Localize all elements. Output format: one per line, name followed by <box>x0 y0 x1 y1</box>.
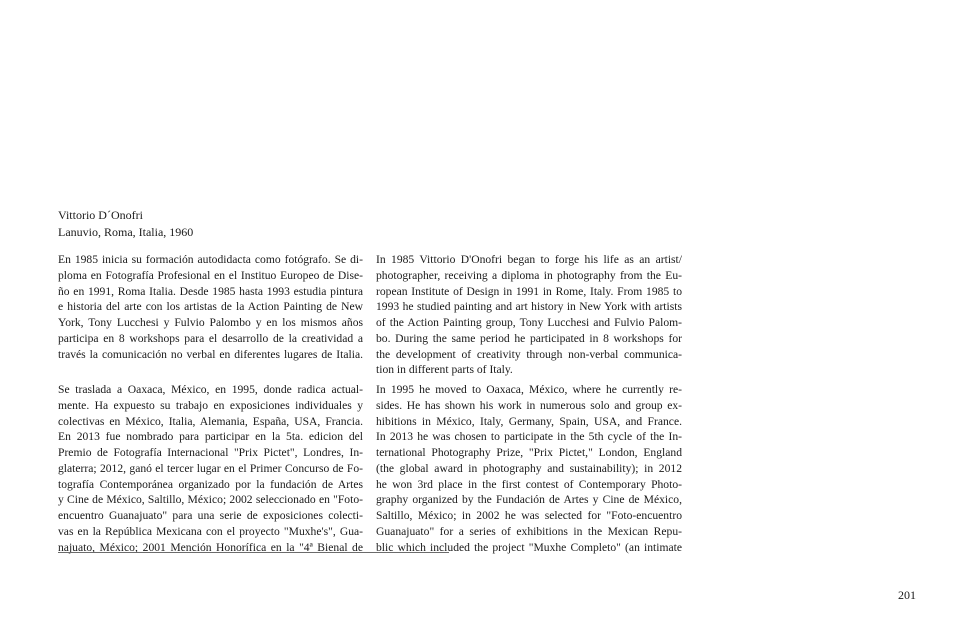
english-paragraph-1 <box>376 252 682 378</box>
text-line: En 2013 fue nombrado para participar en la 5ta. edicion del <box>58 430 363 444</box>
text-line: vas en la República Mexicana con el proyecto "Muxhe's", Gua- <box>58 524 363 538</box>
text-line: of the Action Painting group, Tony Lucchesi and Fulvio Palom- <box>376 316 682 329</box>
text-line: En 1985 inicia su formación autodidacta como fotógrafo. Se di- <box>58 253 363 266</box>
text-line: York, Tony Lucchesi y Fulvio Palombo y en los mismos años <box>58 316 363 329</box>
text-line: sides. He has shown his work in numerous solo and group ex- <box>376 398 682 412</box>
artist-name: Vittorio D´Onofri <box>58 208 143 222</box>
text-line: y Cine de México, Saltillo, México; 2002 seleccionado en "Foto- <box>58 493 363 507</box>
text-line: encuentro Guanajuato" para una serie de exposiciones colecti- <box>58 509 363 522</box>
text-line: Saltillo, México; in 2002 he was selected for "Foto-encuentro <box>376 509 682 522</box>
text-line: tion in different parts of Italy. <box>376 363 513 377</box>
text-line: tografía Contemporánea organizado por la fundación de Artes <box>58 477 363 491</box>
text-line: ño en 1991, Roma Italia. Desde 1985 hasta 1993 estudia pintura <box>58 284 363 298</box>
text-line: e historia del arte con los artistas de la Action Painting de New <box>58 300 363 314</box>
spanish-paragraph-1 <box>58 252 363 362</box>
text-line: bo. During the same period he participated in 8 workshops for <box>376 331 682 345</box>
english-paragraph-2 <box>376 382 682 555</box>
text-line: colectivas en México, Italia, Alemania, España, USA, Francia. <box>58 414 363 428</box>
text-line: ploma en Fotografía Profesional en el Instituo Europeo de Dise- <box>58 268 363 282</box>
text-line: ternational Photography Prize, "Prix Pictet," London, England <box>376 446 682 459</box>
artist-header <box>58 207 378 241</box>
text-line: najuato, México; 2001 Mención Honorífica en la "4ª Bienal de <box>58 540 363 554</box>
text-line: In 1985 Vittorio D'Onofri began to forge his life as an artist/ <box>376 253 682 266</box>
text-line: ropean Institute of Design in 1991 in Rome, Italy. From 1985 to <box>376 284 682 298</box>
spanish-paragraph-2 <box>58 382 363 555</box>
text-line: participa en 8 workshops para el desarrollo de la creatividad a <box>58 331 363 345</box>
text-line: Se traslada a Oaxaca, México, en 1995, donde radica actual- <box>58 383 363 396</box>
text-line: (the global award in photography and sustainability); in 2012 <box>376 461 682 475</box>
footnote-rule <box>58 552 449 553</box>
text-line: glaterra; 2012, ganó el tercer lugar en el Primer Concurso de Fo- <box>58 461 363 475</box>
text-line: graphy organized by the Fundación de Artes y Cine de México, <box>376 493 682 507</box>
page-number: 201 <box>898 588 916 602</box>
text-line: través la comunicación no verbal en diferentes lugares de Italia. <box>58 347 363 361</box>
text-line: mente. Ha expuesto su trabajo en exposiciones individuales y <box>58 398 363 412</box>
text-line: Premio de Fotografía Internacional "Prix Pictet", Londres, In- <box>58 446 363 459</box>
text-line: In 1995 he moved to Oaxaca, México, where he currently re- <box>376 383 682 396</box>
text-line: blic which included the project "Muxhe Completo" (an intimate <box>376 540 682 554</box>
text-line: In 2013 he was chosen to participate in the 5th cycle of the In- <box>376 430 682 444</box>
text-line: the development of creativity through non-verbal communica- <box>376 347 682 361</box>
artist-birthplace: Lanuvio, Roma, Italia, 1960 <box>58 225 194 239</box>
text-line: he won 3rd place in the first contest of Contemporary Photo- <box>376 477 682 491</box>
text-line: 1993 he studied painting and art history in New York with artists <box>376 300 682 314</box>
text-line: photographer, receiving a diploma in photography from the Eu- <box>376 268 682 282</box>
text-line: hibitions in México, Italy, Germany, Spain, USA, and France. <box>376 414 682 428</box>
text-line: Guanajuato" for a series of exhibitions in the Mexican Repu- <box>376 524 682 538</box>
